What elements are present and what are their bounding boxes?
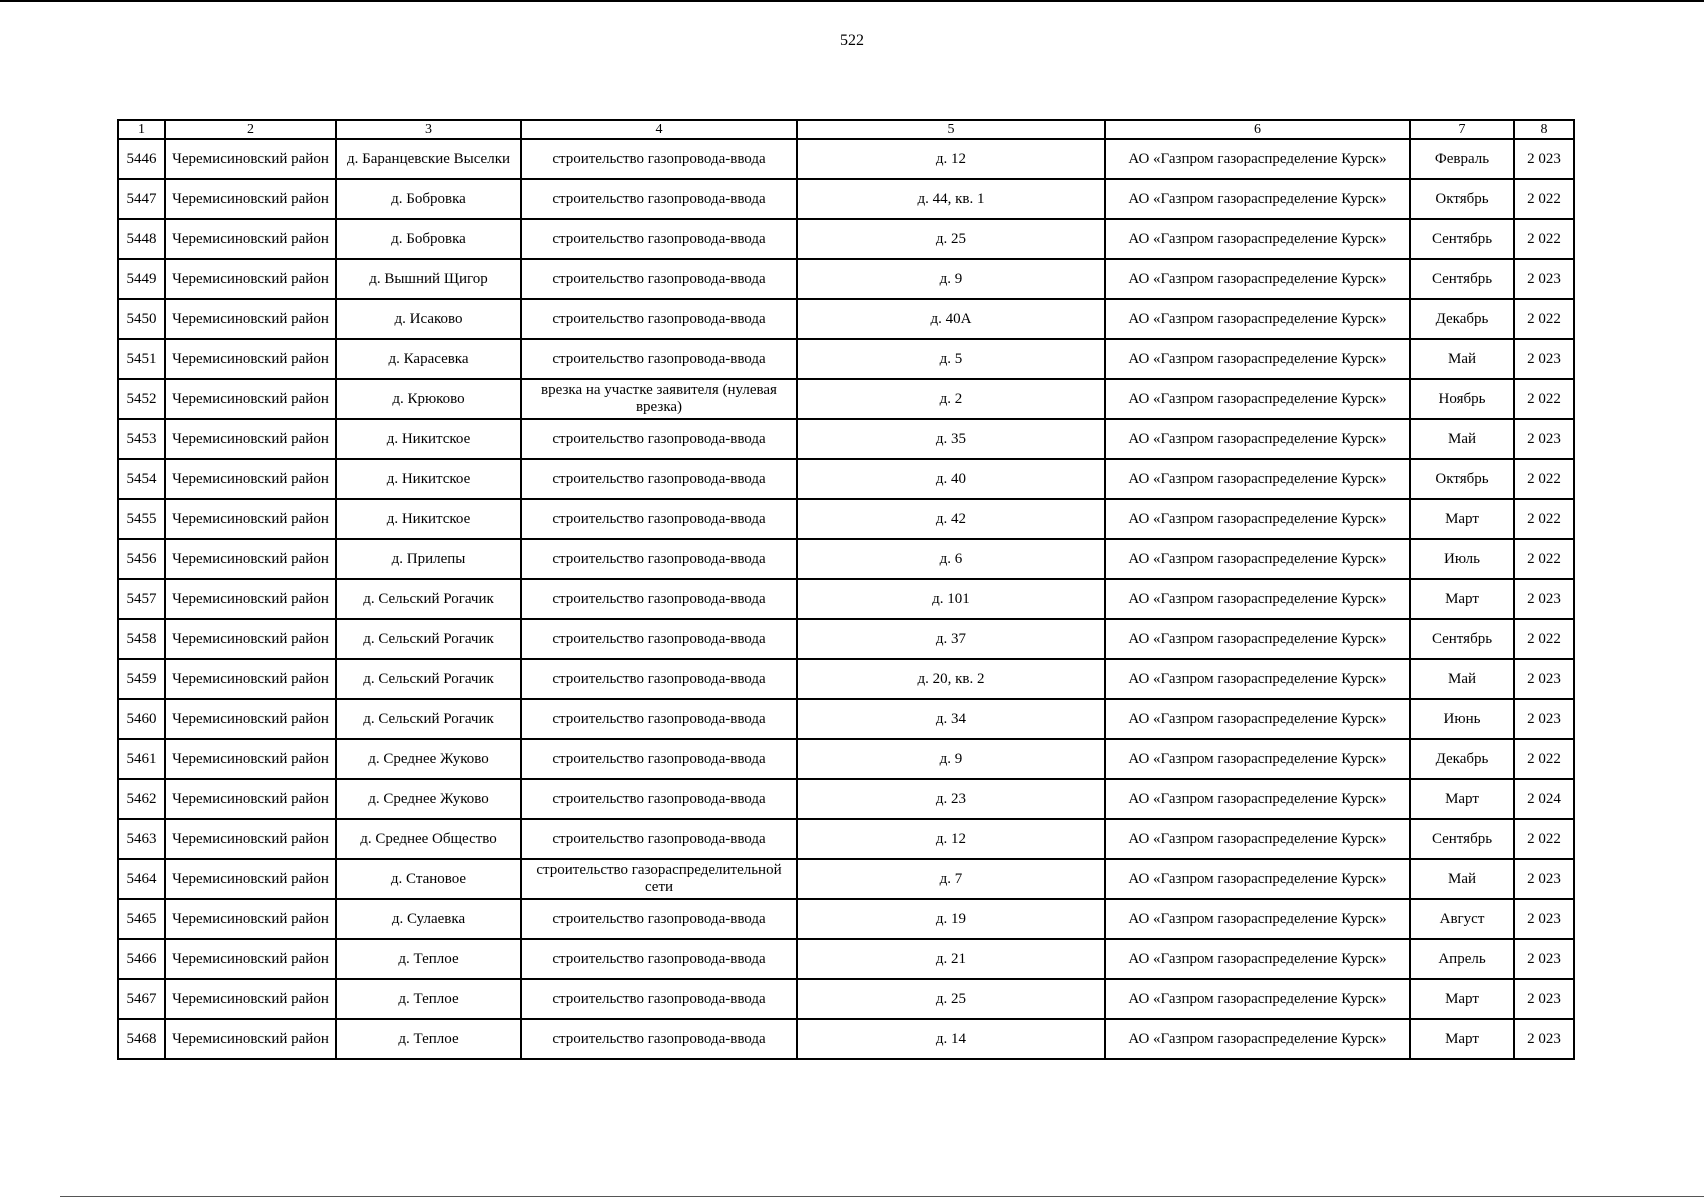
cell-settlement: д. Вышний Щигор bbox=[336, 259, 521, 299]
cell-organization: АО «Газпром газораспределение Курск» bbox=[1105, 179, 1410, 219]
cell-month: Июнь bbox=[1410, 699, 1514, 739]
cell-month: Март bbox=[1410, 779, 1514, 819]
table-row bbox=[118, 859, 1574, 899]
cell-address: д. 14 bbox=[797, 1019, 1105, 1059]
cell-address: д. 25 bbox=[797, 219, 1105, 259]
cell-organization: АО «Газпром газораспределение Курск» bbox=[1105, 699, 1410, 739]
cell-work-type: строительство газопровода-ввода bbox=[521, 899, 797, 939]
page-top-border bbox=[0, 0, 1704, 2]
cell-year: 2 023 bbox=[1514, 899, 1574, 939]
cell-district: Черемисиновский район bbox=[165, 259, 336, 299]
cell-month: Август bbox=[1410, 899, 1514, 939]
cell-work-type: строительство газопровода-ввода bbox=[521, 659, 797, 699]
cell-work-type: строительство газопровода-ввода bbox=[521, 739, 797, 779]
cell-settlement: д. Бобровка bbox=[336, 219, 521, 259]
cell-month: Сентябрь bbox=[1410, 819, 1514, 859]
cell-year: 2 022 bbox=[1514, 499, 1574, 539]
cell-row-number: 5460 bbox=[118, 699, 165, 739]
cell-district: Черемисиновский район bbox=[165, 179, 336, 219]
cell-row-number: 5457 bbox=[118, 579, 165, 619]
cell-settlement: д. Среднее Общество bbox=[336, 819, 521, 859]
cell-month: Март bbox=[1410, 1019, 1514, 1059]
cell-settlement: д. Теплое bbox=[336, 1019, 521, 1059]
cell-row-number: 5454 bbox=[118, 459, 165, 499]
cell-organization: АО «Газпром газораспределение Курск» bbox=[1105, 659, 1410, 699]
cell-month: Май bbox=[1410, 859, 1514, 899]
cell-address: д. 23 bbox=[797, 779, 1105, 819]
cell-work-type: строительство газопровода-ввода bbox=[521, 619, 797, 659]
cell-row-number: 5452 bbox=[118, 379, 165, 419]
table-row bbox=[118, 699, 1574, 739]
cell-row-number: 5453 bbox=[118, 419, 165, 459]
cell-work-type: строительство газопровода-ввода bbox=[521, 219, 797, 259]
cell-work-type: строительство газопровода-ввода bbox=[521, 259, 797, 299]
cell-work-type: строительство газораспределительной сети bbox=[521, 859, 797, 899]
table-row bbox=[118, 139, 1574, 179]
cell-address: д. 12 bbox=[797, 139, 1105, 179]
header-cell-row-number: 1 bbox=[118, 120, 165, 139]
cell-organization: АО «Газпром газораспределение Курск» bbox=[1105, 299, 1410, 339]
cell-address: д. 42 bbox=[797, 499, 1105, 539]
cell-month: Май bbox=[1410, 339, 1514, 379]
cell-year: 2 023 bbox=[1514, 419, 1574, 459]
table-row bbox=[118, 419, 1574, 459]
cell-organization: АО «Газпром газораспределение Курск» bbox=[1105, 219, 1410, 259]
cell-address: д. 44, кв. 1 bbox=[797, 179, 1105, 219]
cell-work-type: строительство газопровода-ввода bbox=[521, 299, 797, 339]
cell-year: 2 022 bbox=[1514, 619, 1574, 659]
cell-work-type: строительство газопровода-ввода bbox=[521, 819, 797, 859]
table-row bbox=[118, 1019, 1574, 1059]
table-row bbox=[118, 499, 1574, 539]
cell-row-number: 5468 bbox=[118, 1019, 165, 1059]
table-row bbox=[118, 379, 1574, 419]
page-bottom-border bbox=[60, 1196, 1704, 1197]
cell-year: 2 023 bbox=[1514, 1019, 1574, 1059]
cell-month: Сентябрь bbox=[1410, 219, 1514, 259]
cell-organization: АО «Газпром газораспределение Курск» bbox=[1105, 139, 1410, 179]
header-row bbox=[118, 120, 1574, 139]
cell-row-number: 5458 bbox=[118, 619, 165, 659]
cell-district: Черемисиновский район bbox=[165, 659, 336, 699]
cell-district: Черемисиновский район bbox=[165, 499, 336, 539]
cell-month: Июль bbox=[1410, 539, 1514, 579]
cell-year: 2 022 bbox=[1514, 219, 1574, 259]
cell-year: 2 023 bbox=[1514, 979, 1574, 1019]
cell-address: д. 20, кв. 2 bbox=[797, 659, 1105, 699]
table-row bbox=[118, 179, 1574, 219]
cell-organization: АО «Газпром газораспределение Курск» bbox=[1105, 979, 1410, 1019]
cell-work-type: строительство газопровода-ввода bbox=[521, 539, 797, 579]
cell-work-type: строительство газопровода-ввода bbox=[521, 939, 797, 979]
cell-month: Февраль bbox=[1410, 139, 1514, 179]
table-row bbox=[118, 299, 1574, 339]
cell-organization: АО «Газпром газораспределение Курск» bbox=[1105, 939, 1410, 979]
cell-address: д. 40А bbox=[797, 299, 1105, 339]
cell-row-number: 5463 bbox=[118, 819, 165, 859]
cell-organization: АО «Газпром газораспределение Курск» bbox=[1105, 579, 1410, 619]
gasification-table bbox=[117, 119, 1575, 1060]
cell-month: Декабрь bbox=[1410, 299, 1514, 339]
cell-district: Черемисиновский район bbox=[165, 299, 336, 339]
header-cell-work-type: 4 bbox=[521, 120, 797, 139]
cell-district: Черемисиновский район bbox=[165, 979, 336, 1019]
cell-work-type: строительство газопровода-ввода bbox=[521, 699, 797, 739]
cell-month: Май bbox=[1410, 659, 1514, 699]
cell-district: Черемисиновский район bbox=[165, 859, 336, 899]
cell-settlement: д. Никитское bbox=[336, 459, 521, 499]
cell-year: 2 022 bbox=[1514, 459, 1574, 499]
cell-settlement: д. Исаково bbox=[336, 299, 521, 339]
cell-organization: АО «Газпром газораспределение Курск» bbox=[1105, 539, 1410, 579]
table-row bbox=[118, 779, 1574, 819]
cell-year: 2 023 bbox=[1514, 339, 1574, 379]
cell-district: Черемисиновский район bbox=[165, 939, 336, 979]
table-row bbox=[118, 979, 1574, 1019]
cell-organization: АО «Газпром газораспределение Курск» bbox=[1105, 739, 1410, 779]
cell-address: д. 9 bbox=[797, 739, 1105, 779]
cell-address: д. 5 bbox=[797, 339, 1105, 379]
cell-settlement: д. Баранцевские Выселки bbox=[336, 139, 521, 179]
table-row bbox=[118, 739, 1574, 779]
cell-settlement: д. Никитское bbox=[336, 419, 521, 459]
cell-settlement: д. Сельский Рогачик bbox=[336, 659, 521, 699]
cell-year: 2 023 bbox=[1514, 139, 1574, 179]
cell-settlement: д. Крюково bbox=[336, 379, 521, 419]
cell-district: Черемисиновский район bbox=[165, 899, 336, 939]
cell-year: 2 023 bbox=[1514, 579, 1574, 619]
cell-month: Сентябрь bbox=[1410, 619, 1514, 659]
cell-year: 2 023 bbox=[1514, 939, 1574, 979]
cell-district: Черемисиновский район bbox=[165, 419, 336, 459]
cell-work-type: строительство газопровода-ввода bbox=[521, 179, 797, 219]
cell-work-type: строительство газопровода-ввода bbox=[521, 419, 797, 459]
cell-work-type: строительство газопровода-ввода bbox=[521, 579, 797, 619]
table-row bbox=[118, 259, 1574, 299]
cell-row-number: 5462 bbox=[118, 779, 165, 819]
table-row bbox=[118, 619, 1574, 659]
cell-address: д. 9 bbox=[797, 259, 1105, 299]
cell-year: 2 023 bbox=[1514, 659, 1574, 699]
header-cell-district: 2 bbox=[165, 120, 336, 139]
cell-month: Март bbox=[1410, 579, 1514, 619]
cell-work-type: строительство газопровода-ввода bbox=[521, 779, 797, 819]
cell-year: 2 022 bbox=[1514, 819, 1574, 859]
cell-year: 2 022 bbox=[1514, 299, 1574, 339]
cell-district: Черемисиновский район bbox=[165, 379, 336, 419]
cell-settlement: д. Карасевка bbox=[336, 339, 521, 379]
cell-row-number: 5455 bbox=[118, 499, 165, 539]
cell-district: Черемисиновский район bbox=[165, 819, 336, 859]
cell-organization: АО «Газпром газораспределение Курск» bbox=[1105, 819, 1410, 859]
cell-year: 2 022 bbox=[1514, 379, 1574, 419]
table-row bbox=[118, 819, 1574, 859]
table-row bbox=[118, 539, 1574, 579]
cell-work-type: строительство газопровода-ввода bbox=[521, 459, 797, 499]
cell-district: Черемисиновский район bbox=[165, 779, 336, 819]
cell-month: Декабрь bbox=[1410, 739, 1514, 779]
cell-address: д. 40 bbox=[797, 459, 1105, 499]
page-number: 522 bbox=[840, 32, 864, 49]
cell-settlement: д. Становое bbox=[336, 859, 521, 899]
table-row bbox=[118, 339, 1574, 379]
cell-work-type: врезка на участке заявителя (нулевая врезка) bbox=[521, 379, 797, 419]
cell-row-number: 5449 bbox=[118, 259, 165, 299]
cell-organization: АО «Газпром газораспределение Курск» bbox=[1105, 419, 1410, 459]
cell-settlement: д. Теплое bbox=[336, 979, 521, 1019]
cell-year: 2 023 bbox=[1514, 859, 1574, 899]
cell-year: 2 022 bbox=[1514, 179, 1574, 219]
cell-work-type: строительство газопровода-ввода bbox=[521, 339, 797, 379]
cell-district: Черемисиновский район bbox=[165, 459, 336, 499]
header-cell-organization: 6 bbox=[1105, 120, 1410, 139]
cell-settlement: д. Среднее Жуково bbox=[336, 739, 521, 779]
cell-district: Черемисиновский район bbox=[165, 699, 336, 739]
cell-work-type: строительство газопровода-ввода bbox=[521, 499, 797, 539]
cell-row-number: 5456 bbox=[118, 539, 165, 579]
cell-organization: АО «Газпром газораспределение Курск» bbox=[1105, 779, 1410, 819]
cell-row-number: 5450 bbox=[118, 299, 165, 339]
cell-address: д. 21 bbox=[797, 939, 1105, 979]
cell-row-number: 5447 bbox=[118, 179, 165, 219]
cell-address: д. 2 bbox=[797, 379, 1105, 419]
header-cell-month: 7 bbox=[1410, 120, 1514, 139]
cell-address: д. 35 bbox=[797, 419, 1105, 459]
cell-settlement: д. Бобровка bbox=[336, 179, 521, 219]
cell-month: Октябрь bbox=[1410, 179, 1514, 219]
cell-district: Черемисиновский район bbox=[165, 739, 336, 779]
table-row bbox=[118, 899, 1574, 939]
cell-month: Март bbox=[1410, 979, 1514, 1019]
cell-district: Черемисиновский район bbox=[165, 619, 336, 659]
cell-row-number: 5459 bbox=[118, 659, 165, 699]
cell-settlement: д. Сельский Рогачик bbox=[336, 699, 521, 739]
cell-organization: АО «Газпром газораспределение Курск» bbox=[1105, 339, 1410, 379]
table-row bbox=[118, 219, 1574, 259]
cell-row-number: 5464 bbox=[118, 859, 165, 899]
cell-row-number: 5451 bbox=[118, 339, 165, 379]
cell-organization: АО «Газпром газораспределение Курск» bbox=[1105, 259, 1410, 299]
cell-row-number: 5465 bbox=[118, 899, 165, 939]
header-cell-address: 5 bbox=[797, 120, 1105, 139]
cell-address: д. 101 bbox=[797, 579, 1105, 619]
cell-work-type: строительство газопровода-ввода bbox=[521, 139, 797, 179]
table-row bbox=[118, 459, 1574, 499]
cell-year: 2 023 bbox=[1514, 699, 1574, 739]
cell-address: д. 37 bbox=[797, 619, 1105, 659]
cell-settlement: д. Среднее Жуково bbox=[336, 779, 521, 819]
cell-row-number: 5446 bbox=[118, 139, 165, 179]
cell-year: 2 023 bbox=[1514, 259, 1574, 299]
table-body bbox=[118, 139, 1574, 1059]
cell-district: Черемисиновский район bbox=[165, 539, 336, 579]
cell-organization: АО «Газпром газораспределение Курск» bbox=[1105, 1019, 1410, 1059]
table-row bbox=[118, 939, 1574, 979]
cell-organization: АО «Газпром газораспределение Курск» bbox=[1105, 619, 1410, 659]
cell-address: д. 19 bbox=[797, 899, 1105, 939]
cell-month: Октябрь bbox=[1410, 459, 1514, 499]
table-header bbox=[118, 120, 1574, 139]
cell-address: д. 34 bbox=[797, 699, 1105, 739]
cell-settlement: д. Сельский Рогачик bbox=[336, 619, 521, 659]
cell-row-number: 5461 bbox=[118, 739, 165, 779]
cell-organization: АО «Газпром газораспределение Курск» bbox=[1105, 459, 1410, 499]
cell-address: д. 6 bbox=[797, 539, 1105, 579]
cell-row-number: 5448 bbox=[118, 219, 165, 259]
cell-row-number: 5466 bbox=[118, 939, 165, 979]
cell-district: Черемисиновский район bbox=[165, 339, 336, 379]
table-row bbox=[118, 659, 1574, 699]
cell-district: Черемисиновский район bbox=[165, 219, 336, 259]
cell-work-type: строительство газопровода-ввода bbox=[521, 979, 797, 1019]
cell-address: д. 25 bbox=[797, 979, 1105, 1019]
header-cell-settlement: 3 bbox=[336, 120, 521, 139]
cell-settlement: д. Сулаевка bbox=[336, 899, 521, 939]
cell-settlement: д. Никитское bbox=[336, 499, 521, 539]
cell-month: Сентябрь bbox=[1410, 259, 1514, 299]
cell-settlement: д. Теплое bbox=[336, 939, 521, 979]
cell-organization: АО «Газпром газораспределение Курск» bbox=[1105, 859, 1410, 899]
cell-month: Март bbox=[1410, 499, 1514, 539]
header-cell-year: 8 bbox=[1514, 120, 1574, 139]
cell-month: Май bbox=[1410, 419, 1514, 459]
cell-month: Апрель bbox=[1410, 939, 1514, 979]
cell-year: 2 024 bbox=[1514, 779, 1574, 819]
cell-organization: АО «Газпром газораспределение Курск» bbox=[1105, 899, 1410, 939]
cell-address: д. 7 bbox=[797, 859, 1105, 899]
cell-organization: АО «Газпром газораспределение Курск» bbox=[1105, 379, 1410, 419]
cell-year: 2 022 bbox=[1514, 539, 1574, 579]
cell-month: Ноябрь bbox=[1410, 379, 1514, 419]
table-row bbox=[118, 579, 1574, 619]
cell-district: Черемисиновский район bbox=[165, 139, 336, 179]
cell-year: 2 022 bbox=[1514, 739, 1574, 779]
cell-row-number: 5467 bbox=[118, 979, 165, 1019]
cell-address: д. 12 bbox=[797, 819, 1105, 859]
cell-district: Черемисиновский район bbox=[165, 579, 336, 619]
cell-work-type: строительство газопровода-ввода bbox=[521, 1019, 797, 1059]
cell-district: Черемисиновский район bbox=[165, 1019, 336, 1059]
cell-organization: АО «Газпром газораспределение Курск» bbox=[1105, 499, 1410, 539]
cell-settlement: д. Прилепы bbox=[336, 539, 521, 579]
cell-settlement: д. Сельский Рогачик bbox=[336, 579, 521, 619]
